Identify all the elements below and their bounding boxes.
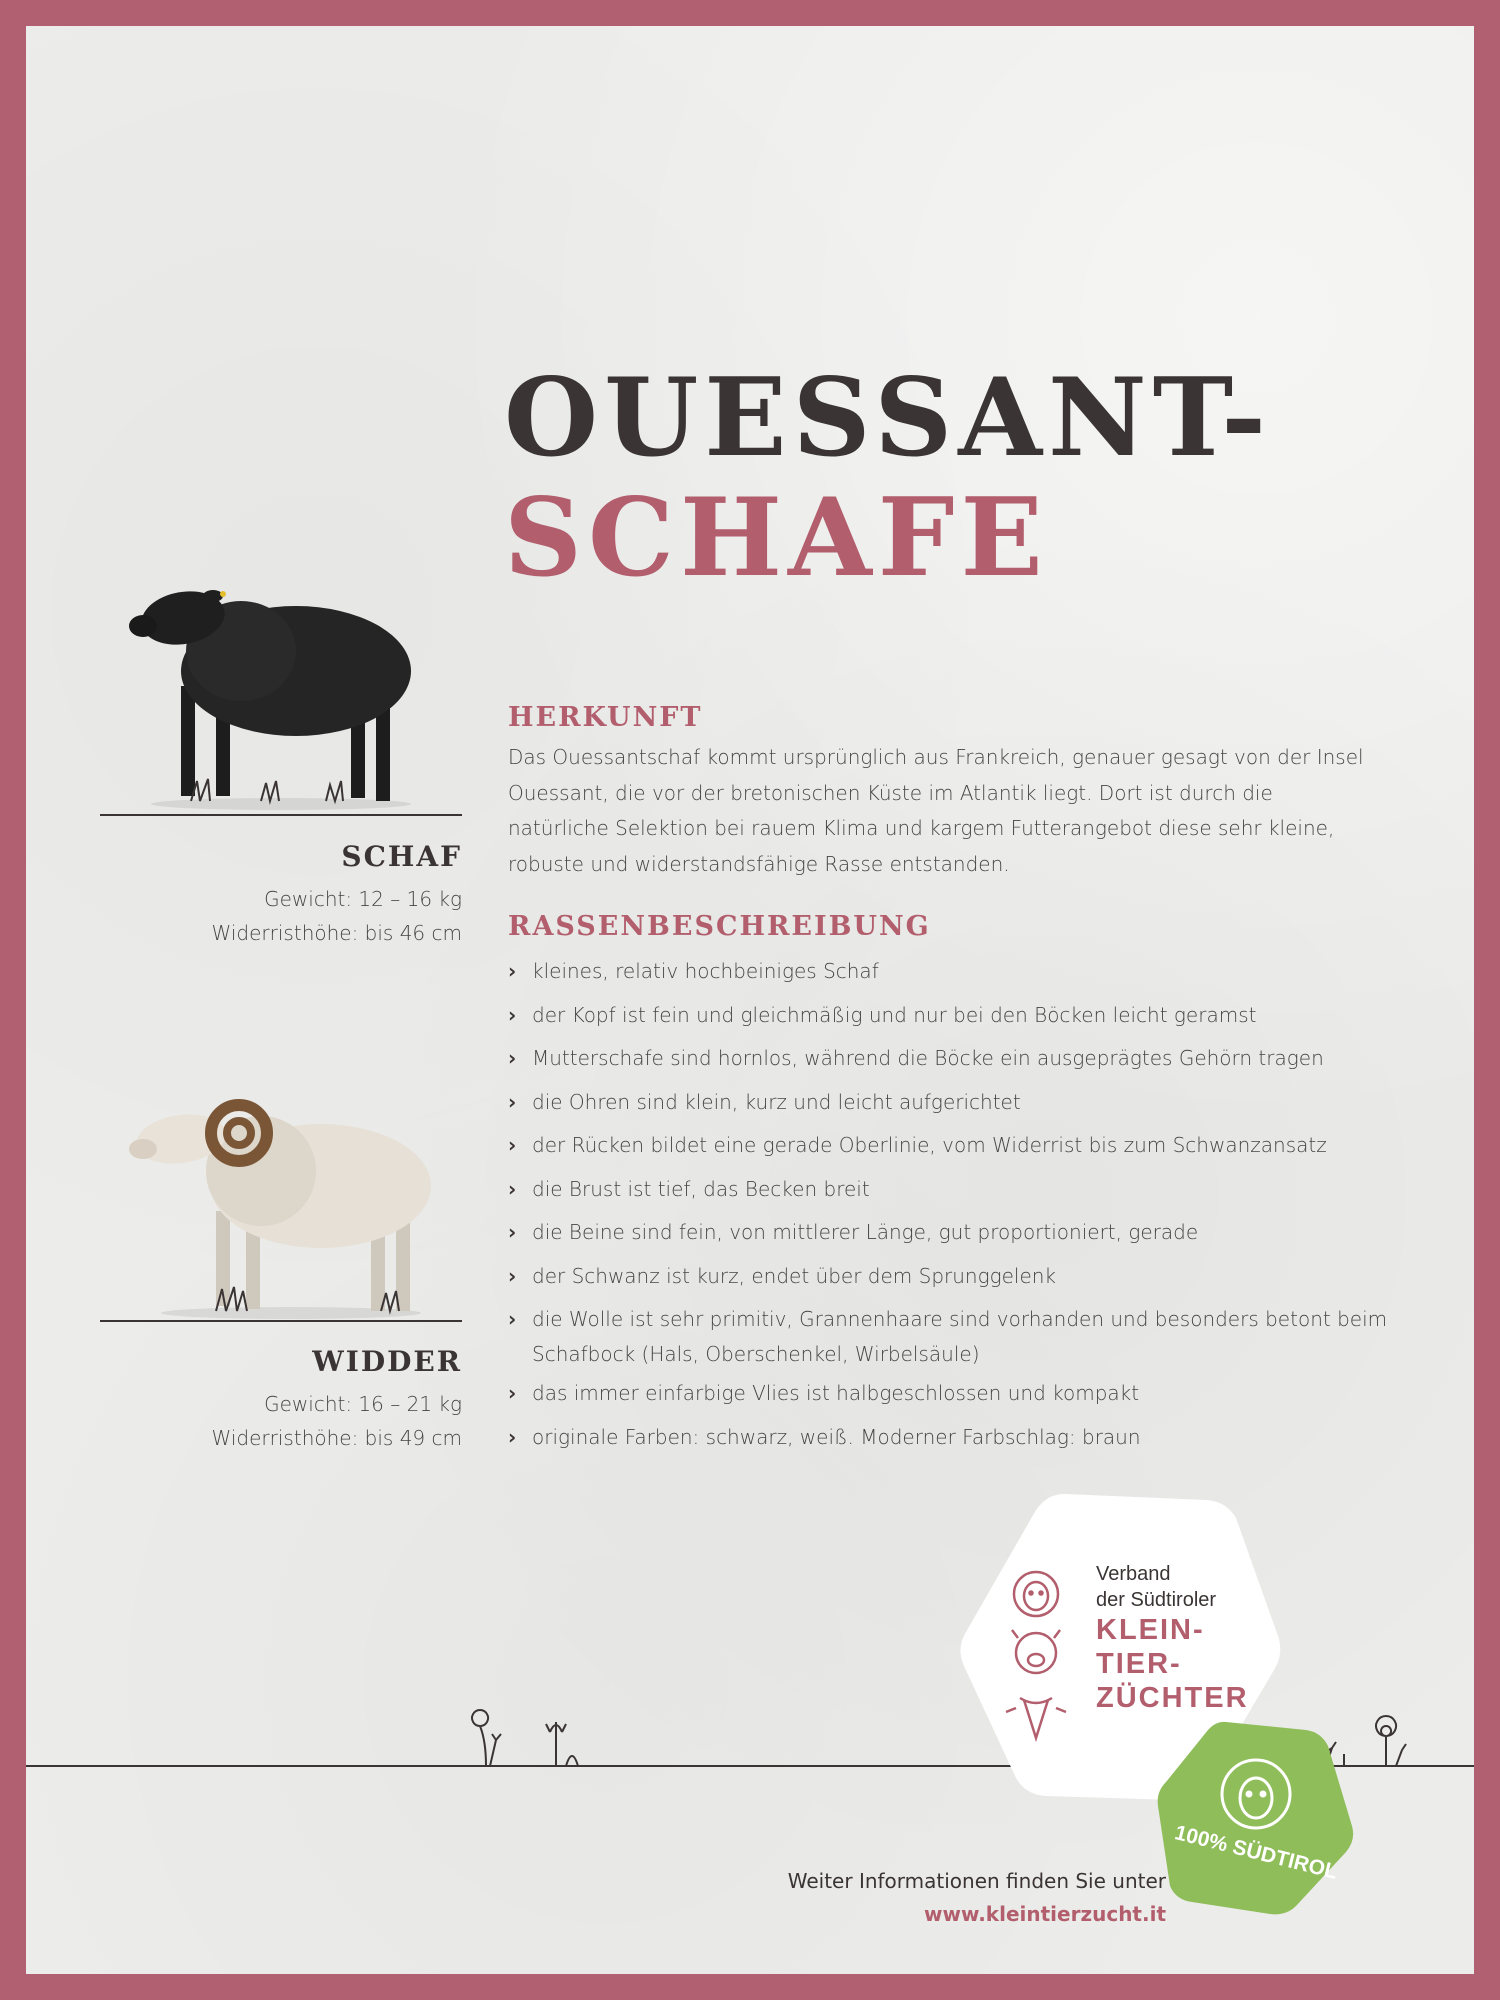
trait-item: › originale Farben: schwarz, weiß. Moderner Farbschlag: braun — [508, 1420, 1388, 1455]
black-sheep-image — [121, 566, 441, 816]
trait-item: › der Rücken bildet eine gerade Oberlinie, vom Widerrist bis zum Schwanzansatz — [508, 1128, 1388, 1163]
poster-page — [26, 26, 1474, 1974]
chevron-right-icon: › — [508, 1307, 517, 1331]
logo-line-5: ZÜCHTER — [1096, 1682, 1249, 1714]
trait-list — [508, 954, 1388, 1463]
herkunft-heading: HERKUNFT — [508, 702, 703, 733]
trait-item: › die Wolle ist sehr primitiv, Grannenhaare sind vorhanden und besonders betont beim Schafbock (Hals, Oberschenkel, Wirbelsäule) — [508, 1302, 1388, 1372]
suedtirol-badge — [1156, 1716, 1356, 1916]
trait-item: › der Schwanz ist kurz, endet über dem Sprunggelenk — [508, 1259, 1388, 1294]
widder-height: Widerristhöhe: bis 49 cm — [211, 1426, 462, 1450]
logo-line-2: der Südtiroler — [1096, 1589, 1217, 1611]
widder-name: WIDDER — [312, 1345, 462, 1378]
logo-line-1: Verband — [1096, 1563, 1171, 1585]
schaf-height: Widerristhöhe: bis 46 cm — [211, 921, 462, 945]
rassenbeschreibung-heading: RASSENBESCHREIBUNG — [508, 911, 931, 942]
logo-line-3: KLEIN- — [1096, 1614, 1205, 1646]
trait-item: › Mutterschafe sind hornlos, während die Böcke ein ausgeprägtes Gehörn tragen — [508, 1041, 1388, 1076]
schaf-weight: Gewicht: 12 – 16 kg — [264, 887, 462, 911]
herkunft-text: Das Ouessantschaf kommt ursprünglich aus Frankreich, genauer gesagt von der Insel Ouessant, die vor der bretonischen Küste im Atlantik liegt. Dort ist durch die natürliche Selektion bei rauem Klima und kargem Futterangebot diese sehr kleine, robuste und widerstandsfähige Rasse entstanden. — [508, 745, 1364, 876]
footer-url-link[interactable]: www.kleintierzucht.it — [924, 1902, 1166, 1926]
trait-item: › der Kopf ist fein und gleichmäßig und nur bei den Böcken leicht geramst — [508, 998, 1388, 1033]
chevron-right-icon: › — [508, 1263, 517, 1288]
verband-logo-text — [1096, 1561, 1249, 1715]
chevron-right-icon: › — [508, 1089, 517, 1114]
chevron-right-icon: › — [508, 1381, 517, 1405]
chevron-right-icon: › — [508, 1046, 517, 1070]
chevron-right-icon: › — [508, 1176, 517, 1201]
footer-info-text: Weiter Informationen finden Sie unter — [787, 1869, 1166, 1893]
chevron-right-icon: › — [508, 1424, 517, 1449]
trait-item: › das immer einfarbige Vlies ist halbgeschlossen und kompakt — [508, 1376, 1388, 1411]
badge-text: 100% SÜDTIROL — [1172, 1821, 1340, 1884]
widder-ground-line — [100, 1320, 462, 1322]
chevron-right-icon: › — [508, 1002, 517, 1027]
chevron-right-icon: › — [508, 1220, 517, 1244]
flower-doodle-icon — [466, 1706, 646, 1768]
title-line-2: SCHAFE — [504, 475, 1049, 601]
trait-item: › kleines, relativ hochbeiniges Schaf — [508, 954, 1388, 989]
chevron-right-icon: › — [508, 1133, 517, 1157]
logo-line-4: TIER- — [1096, 1648, 1182, 1680]
chevron-right-icon: › — [508, 959, 517, 983]
trait-item: › die Ohren sind klein, kurz und leicht aufgerichtet — [508, 1085, 1388, 1120]
title-line-1: OUESSANT- — [504, 355, 1273, 481]
white-ram-image — [121, 1071, 451, 1321]
trait-item: › die Beine sind fein, von mittlerer Länge, gut proportioniert, gerade — [508, 1215, 1388, 1250]
schaf-name: SCHAF — [341, 840, 462, 873]
widder-weight: Gewicht: 16 – 21 kg — [264, 1392, 462, 1416]
trait-item: › die Brust ist tief, das Becken breit — [508, 1172, 1388, 1207]
schaf-ground-line — [100, 814, 462, 816]
